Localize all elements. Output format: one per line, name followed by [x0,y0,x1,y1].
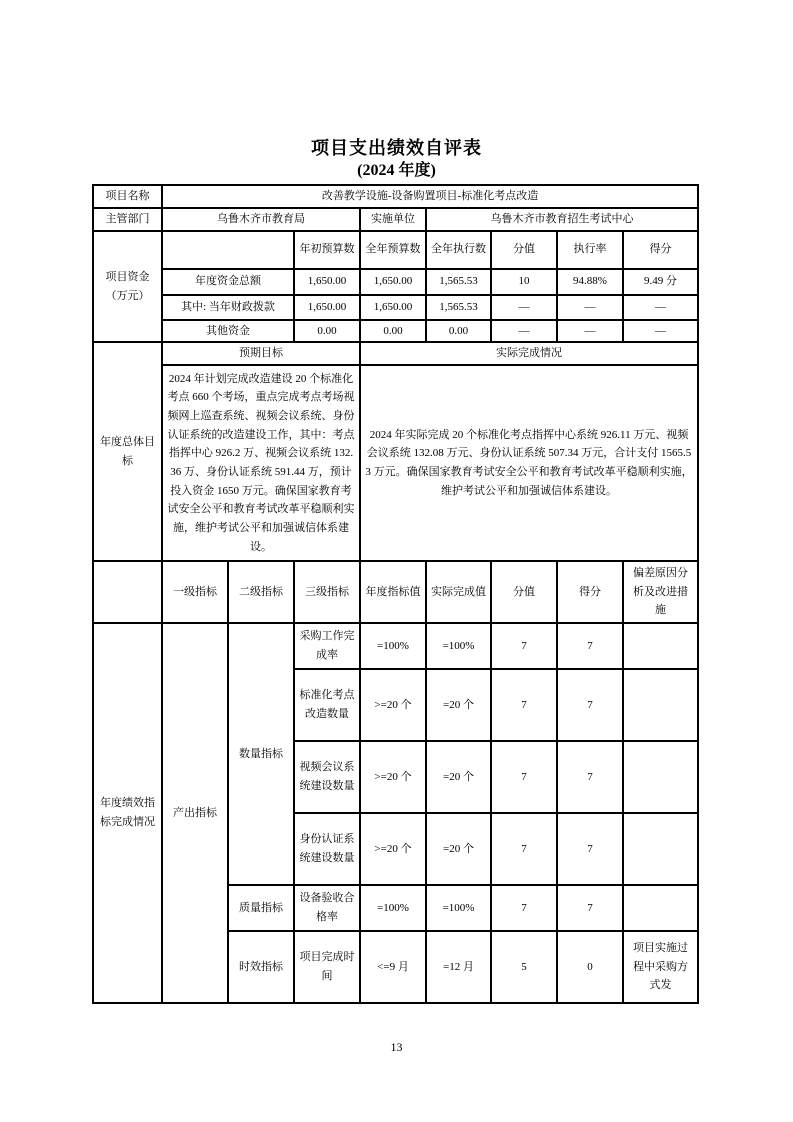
empty-cell [162,231,294,269]
indicator-score-max: 7 [491,885,557,931]
project-name-label: 项目名称 [93,185,162,208]
indicator-score-max: 7 [491,623,557,669]
indicator-header-level1: 一级指标 [162,561,228,623]
funds-cell: 1,565.53 [426,269,491,295]
funds-cell: 1,565.53 [426,295,491,320]
indicator-actual: =100% [426,623,491,669]
funds-cell: — [623,295,698,320]
indicator-deviation [623,885,698,931]
indicators-row-label: 年度绩效指标完成情况 [93,623,162,1003]
funds-header-score: 得分 [623,231,698,269]
indicator-score-max: 5 [491,931,557,1003]
impl-unit-value: 乌鲁木齐市教育招生考试中心 [426,208,698,231]
funds-cell: 1,650.00 [360,269,426,295]
indicator-level2-timeliness: 时效指标 [228,931,294,1003]
indicator-header-deviation: 偏差原因分析及改进措施 [623,561,698,623]
indicator-level3: 身份认证系统建设数量 [294,813,360,885]
indicator-score-max: 7 [491,741,557,813]
row-goals-text [93,365,698,561]
row-departments [93,208,698,231]
funds-cell: — [491,320,557,343]
row-indicators-header [93,561,698,623]
funds-cell: 10 [491,269,557,295]
self-evaluation-table [92,184,699,1004]
indicator-target: =100% [360,623,426,669]
funds-other-label: 其他资金 [162,320,294,343]
indicator-actual: =12 月 [426,931,491,1003]
page-number: 13 [390,1040,403,1054]
goals-actual-header: 实际完成情况 [360,342,698,365]
indicator-actual: =20 个 [426,669,491,741]
indicator-actual: =20 个 [426,813,491,885]
funds-cell: 1,650.00 [294,295,360,320]
indicator-level3: 项目完成时间 [294,931,360,1003]
empty-cell [93,561,162,623]
row-funds-other [93,320,698,343]
indicator-score: 7 [557,885,623,931]
indicator-deviation [623,623,698,669]
indicator-actual: =20 个 [426,741,491,813]
indicator-header-level2: 二级指标 [228,561,294,623]
indicator-level2-quantity: 数量指标 [228,623,294,885]
indicator-target: =100% [360,885,426,931]
indicator-header-level3: 三级指标 [294,561,360,623]
indicator-deviation [623,669,698,741]
goals-actual-text: 2024 年实际完成 20 个标准化考点指挥中心系统 926.11 万元、视频会议系统 132.08 万元、身份认证系统 507.34 万元，合计支付 1565.53 万元。确保国家教育考试安全公平和教育考试改革平稳顺利实施，维护考试公平和加强诚信体系建设。 [360,365,698,561]
goals-row-label: 年度总体目标 [93,342,162,561]
page-subtitle: (2024 年度) [357,162,436,179]
row-funds-total [93,269,698,295]
row-funds-header [93,231,698,269]
indicator-level3: 采购工作完成率 [294,623,360,669]
funds-cell: — [623,320,698,343]
indicator-level1-output: 产出指标 [162,623,228,1003]
funds-header-annual-budget: 全年预算数 [360,231,426,269]
indicator-deviation [623,741,698,813]
dept-label: 主管部门 [93,208,162,231]
funds-fiscal-label: 其中: 当年财政拨款 [162,295,294,320]
indicator-score: 7 [557,623,623,669]
funds-cell: 1,650.00 [294,269,360,295]
funds-header-initial-budget: 年初预算数 [294,231,360,269]
funds-cell: 0.00 [426,320,491,343]
funds-cell: 0.00 [360,320,426,343]
indicator-target: <=9 月 [360,931,426,1003]
row-funds-fiscal [93,295,698,320]
indicator-target: >=20 个 [360,669,426,741]
indicator-deviation: 项目实施过程中采购方式发 [623,931,698,1003]
goals-expected-header: 预期目标 [162,342,360,365]
page-title: 项目支出绩效自评表 [311,138,482,158]
funds-cell: — [491,295,557,320]
funds-cell: 94.88% [557,269,623,295]
indicator-score-max: 7 [491,813,557,885]
funds-row-label: 项目资金（万元） [93,231,162,343]
indicator-score: 0 [557,931,623,1003]
document-title-block [0,137,793,181]
indicator-actual: =100% [426,885,491,931]
goals-expected-text: 2024 年计划完成改造建设 20 个标准化考点 660 个考场，重点完成考点考场视频网上巡查系统、视频会议系统、身份认证系统的改造建设工作，其中：考点指挥中心 926.2 万、视频会议系统 132.36 万、身份认证系统 591.44 万，预计投入资金 1650 万元。确保国家教育考试安全公平和教育考试改革平稳顺利实施，维护考试公平和加强诚信体系建设。 [162,365,360,561]
funds-cell: 9.49 分 [623,269,698,295]
indicator-level3: 设备验收合格率 [294,885,360,931]
indicator-deviation [623,813,698,885]
indicator-score: 7 [557,741,623,813]
indicator-score-max: 7 [491,669,557,741]
funds-cell: — [557,320,623,343]
funds-header-score-max: 分值 [491,231,557,269]
row-goals-header [93,342,698,365]
funds-total-label: 年度资金总额 [162,269,294,295]
row-indicator-procurement [93,623,698,669]
project-name-value: 改善教学设施-设备购置项目-标准化考点改造 [162,185,698,208]
funds-cell: 1,650.00 [360,295,426,320]
indicator-score: 7 [557,813,623,885]
indicator-level2-quality: 质量指标 [228,885,294,931]
row-project-name [93,185,698,208]
funds-header-execution-rate: 执行率 [557,231,623,269]
funds-cell: — [557,295,623,320]
indicator-header-score: 得分 [557,561,623,623]
indicator-score: 7 [557,669,623,741]
dept-value: 乌鲁木齐市教育局 [162,208,360,231]
indicator-target: >=20 个 [360,813,426,885]
indicator-level3: 标准化考点改造数量 [294,669,360,741]
funds-cell: 0.00 [294,320,360,343]
indicator-header-actual: 实际完成值 [426,561,491,623]
impl-unit-label: 实施单位 [360,208,426,231]
funds-header-annual-execution: 全年执行数 [426,231,491,269]
indicator-header-score-max: 分值 [491,561,557,623]
indicator-header-target: 年度指标值 [360,561,426,623]
indicator-target: >=20 个 [360,741,426,813]
indicator-level3: 视频会议系统建设数量 [294,741,360,813]
